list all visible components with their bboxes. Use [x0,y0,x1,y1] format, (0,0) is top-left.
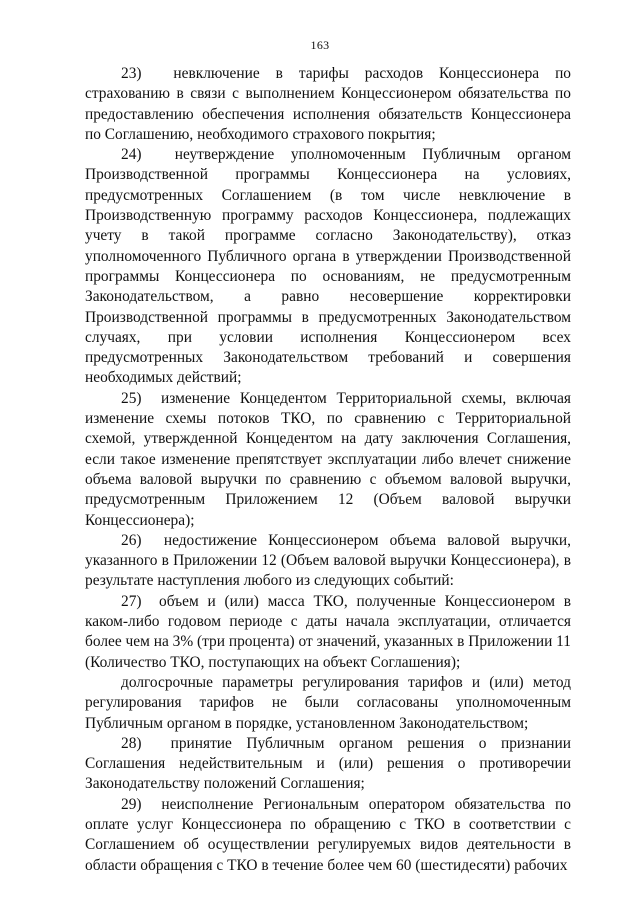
clause-25: 25) изменение Концедентом Территориальной схемы, включая изменение схемы потоков ТКО, по сравнению с Территориальной схемой, утвержденной Концедентом на дату заключения Соглашения, если такое изменение препятствует эксплуатации либо влечет снижение объема валовой выручки по сравнению с объемом валовой выручки, предусмотренным Приложением 12 (Объем валовой выручки Концессионера); [85,389,571,529]
clause-27-continuation: долгосрочные параметры регулирования тарифов и (или) метод регулирования тарифов не были согласованы уполномоченным Публичным органом в порядке, установленном Законодательством; [85,673,571,732]
page-number: 163 [310,38,330,52]
clause-28: 28) принятие Публичным органом решения о признании Соглашения недействительным и (или) решения о противоречии Законодательству положений Соглашения; [85,734,571,793]
clause-26: 26) недостижение Концессионером объема валовой выручки, указанного в Приложении 12 (Объем валовой выручки Концессионера), в результате наступления любого из следующих событий: [85,531,571,590]
document-body [85,64,571,876]
clause-29: 29) неисполнение Региональным оператором обязательства по оплате услуг Концессионера по обращению с ТКО в соответствии с Соглашением об осуществлении регулируемых видов деятельности в области обращения с ТКО в течение более чем 60 (шестидесяти) рабочих [85,795,571,874]
clause-27: 27) объем и (или) масса ТКО, полученные Концессионером в каком-либо годовом периоде с даты начала эксплуатации, отличается более чем на 3% (три процента) от значений, указанных в Приложении 11 (Количество ТКО, поступающих на объект Соглашения); [85,592,571,671]
clause-24: 24) неутверждение уполномоченным Публичным органом Производственной программы Концессионера на условиях, предусмотренных Соглашением (в том числе невключение в Производственную программу расходов Концессионера, подлежащих учету в такой программе согласно Законодательству), отказ уполномоченного Публичного органа в утверждении Производственной программы Концессионера по основаниям, не предусмотренным Законодательством, а равно несовершение корректировки Производственной программы в предусмотренных Законодательством случаях, при условии исполнения Концессионером всех предусмотренных Законодательством требований и совершения необходимых действий; [85,146,571,387]
clause-23: 23) невключение в тарифы расходов Концессионера по страхованию в связи с выполнением Концессионером обязательства по предоставлению обеспечения исполнения обязательств Концессионера по Соглашению, необходимого страхового покрытия; [85,65,571,143]
